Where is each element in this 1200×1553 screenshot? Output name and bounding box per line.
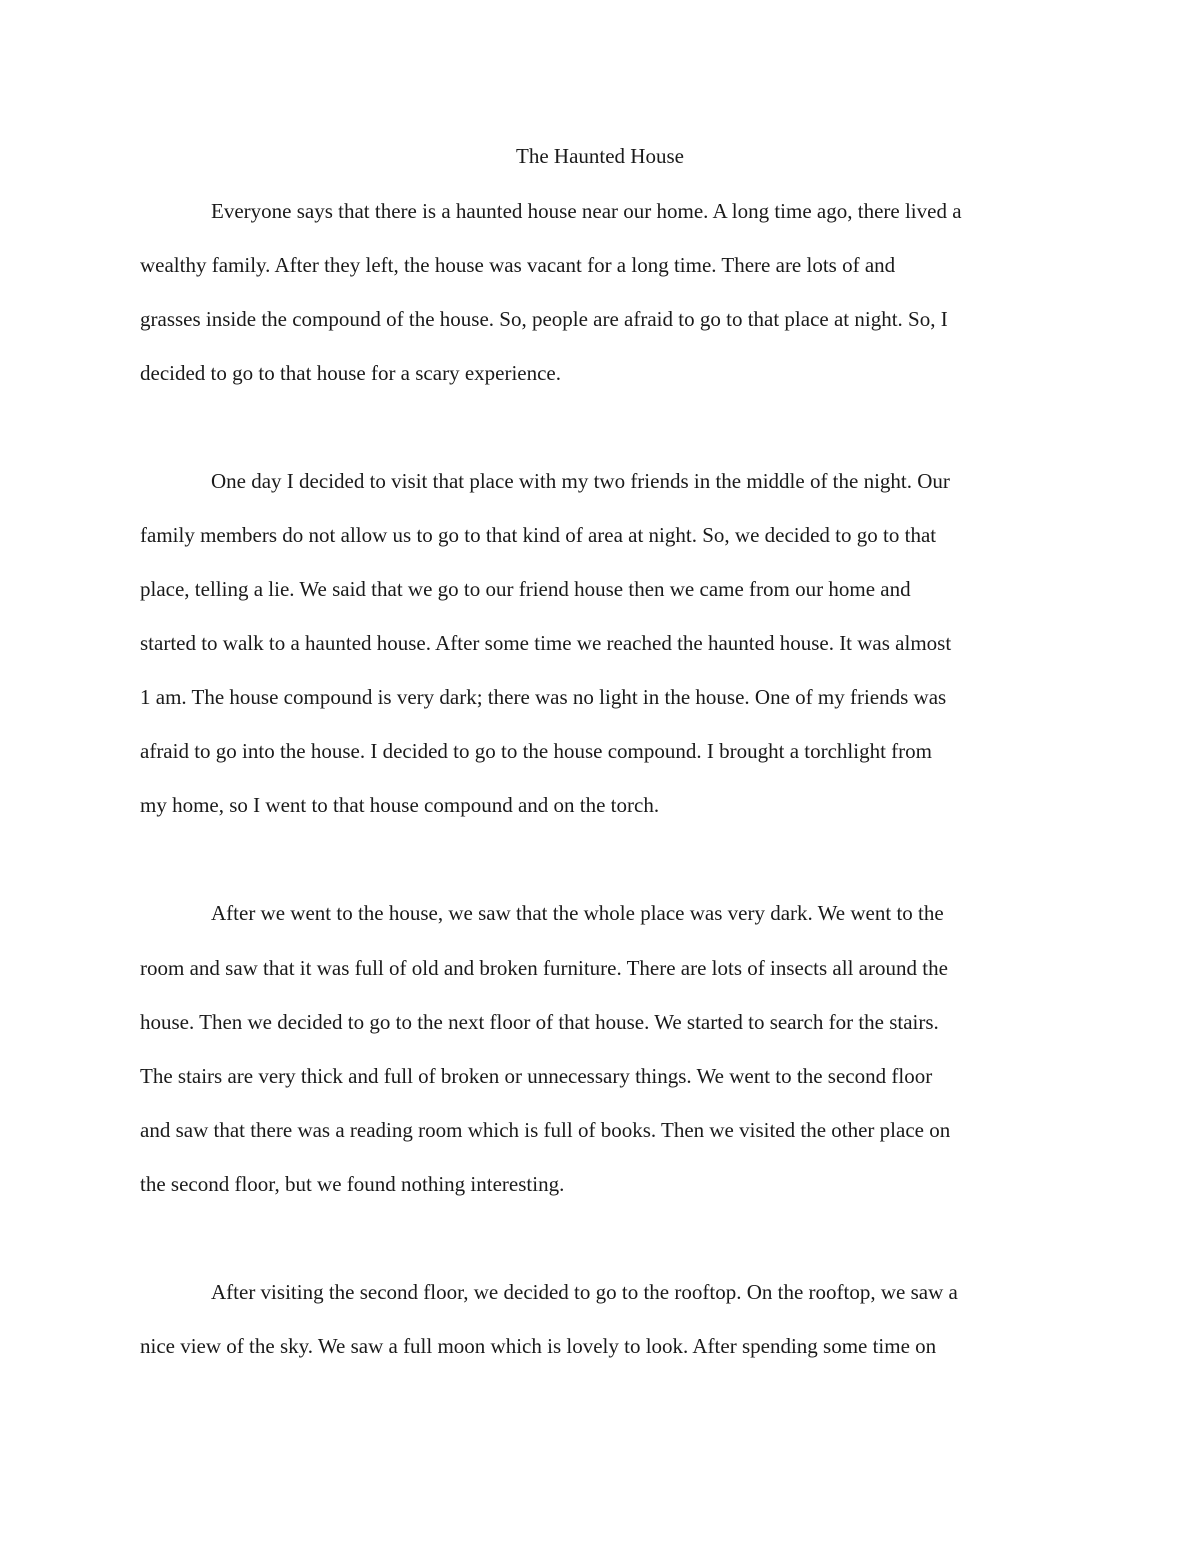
paragraph-line: house. Then we decided to go to the next floor of that house. We started to search for the stairs. — [140, 1010, 939, 1034]
paragraph-line: nice view of the sky. We saw a full moon which is lovely to look. After spending some time on — [140, 1334, 937, 1358]
paragraph-line: room and saw that it was full of old and broken furniture. There are lots of insects all around the — [140, 956, 948, 980]
paragraph-line: and saw that there was a reading room which is full of books. Then we visited the other place on — [140, 1118, 951, 1142]
paragraph-line: 1 am. The house compound is very dark; there was no light in the house. One of my friends was — [140, 685, 947, 709]
paragraph-line: my home, so I went to that house compound and on the torch. — [140, 793, 660, 817]
paragraph-line: wealthy family. After they left, the house was vacant for a long time. There are lots of and — [140, 253, 896, 277]
paragraph-line: family members do not allow us to go to that kind of area at night. So, we decided to go to that — [140, 523, 937, 547]
paragraph-line: One day I decided to visit that place with my two friends in the middle of the night. Our — [211, 469, 950, 493]
paragraph-line: decided to go to that house for a scary experience. — [140, 361, 561, 385]
paragraph-line: After we went to the house, we saw that the whole place was very dark. We went to the — [211, 901, 944, 925]
document-title: The Haunted House — [516, 144, 684, 168]
paragraph-line: place, telling a lie. We said that we go to our friend house then we came from our home and — [140, 577, 911, 601]
paragraph-line: afraid to go into the house. I decided to go to the house compound. I brought a torchlight from — [140, 739, 932, 763]
paragraph-line: Everyone says that there is a haunted house near our home. A long time ago, there lived a — [211, 199, 962, 223]
paragraph-line: started to walk to a haunted house. After some time we reached the haunted house. It was almost — [140, 631, 952, 655]
paragraph-line: After visiting the second floor, we decided to go to the rooftop. On the rooftop, we saw a — [211, 1280, 958, 1304]
paragraph-line: The stairs are very thick and full of broken or unnecessary things. We went to the second floor — [140, 1064, 933, 1088]
paragraph-line: grasses inside the compound of the house. So, people are afraid to go to that place at night. So, I — [140, 307, 948, 331]
paragraph-line: the second floor, but we found nothing interesting. — [140, 1172, 565, 1196]
